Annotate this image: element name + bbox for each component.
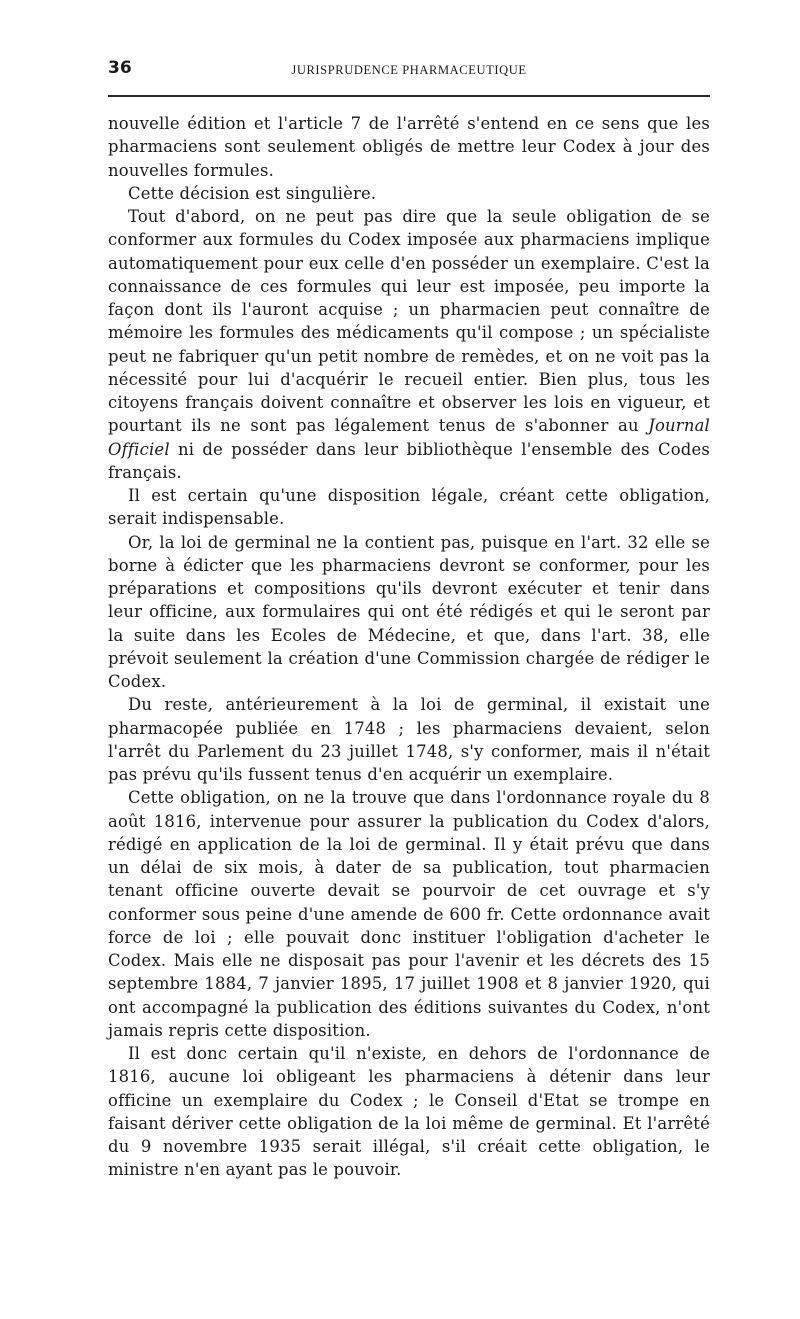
paragraph-loi-germinal: Or, la loi de germinal ne la contient pas, puisque en l'art. 32 elle se borne à édicter que les pharmaciens devront se conformer, pour les préparations et compositions qu'ils devront exécuter et tenir dans leur officine, aux formulaires qui ont été rédigés et qui le seront par la suite dans les Ecoles de Médecine, et que, dans l'art. 38, elle prévoit seulement la création d'une Commission chargée de rédiger le Codex. [108,532,710,691]
running-head: JURISPRUDENCE PHARMACEUTIQUE [291,63,527,77]
paragraph-continuation: nouvelle édition et l'article 7 de l'arrêté s'entend en ce sens que les pharmaciens sont seulement obligés de mettre leur Codex à jour des nouvelles formules. [108,114,710,180]
header-rule [108,95,710,97]
journal-officiel-italic: Journal Officiel [108,416,710,459]
paragraph-first-argument-end: ni de posséder dans leur bibliothèque l'ensemble des Codes français. [108,439,710,482]
page-number: 36 [108,58,132,78]
text-body [108,112,710,1182]
paragraph-first-argument [108,205,710,484]
page-header [108,58,710,86]
paragraph-legal-provision: Il est certain qu'une disposition légale, créant cette obligation, serait indispensable. [108,486,710,529]
paragraph-first-argument-text: Tout d'abord, on ne peut pas dire que la seule obligation de se conformer aux formules du Codex imposée aux pharmaciens implique automatiquement pour eux celle d'en posséder un exemplaire. C'est la connaissance de ces formules qui leur est imposée, peu importe la façon dont ils l'auront acquise ; un pharmacien peut connaître de mémoire les formules des médicaments qu'il compose ; un spécialiste peut ne fabriquer qu'un petit nombre de remèdes, et on ne voit pas la nécessité pour lui d'acquérir le recueil entier. Bien plus, tous les citoyens français doivent connaître et observer les lois en vigueur, et pourtant ils ne sont pas légalement tenus de s'abonner au [108,207,710,436]
paragraph-conclusion: Il est donc certain qu'il n'existe, en dehors de l'ordonnance de 1816, aucune loi obligeant les pharmaciens à détenir dans leur officine un exemplaire du Codex ; le Conseil d'Etat se trompe en faisant dériver cette obligation de la loi même de germinal. Et l'arrêté du 9 novembre 1935 serait illégal, s'il créait cette obligation, le ministre n'en ayant pas le pouvoir. [108,1044,710,1180]
paragraph-pharmacopee-1748: Du reste, antérieurement à la loi de germinal, il existait une pharmacopée publiée en 1748 ; les pharmaciens devaient, selon l'arrêt du Parlement du 23 juillet 1748, s'y conformer, mais il n'était pas prévu qu'ils fussent tenus d'en acquérir un exemplaire. [108,695,710,784]
paragraph-ordonnance-1816: Cette obligation, on ne la trouve que dans l'ordonnance royale du 8 août 1816, intervenue pour assurer la publication du Codex d'alors, rédigé en application de la loi de germinal. Il y était prévu que dans un délai de six mois, à dater de sa publication, tout pharmacien tenant officine ouverte devait se pourvoir de cet ouvrage et s'y conformer sous peine d'une amende de 600 fr. Cette ordonnance avait force de loi ; elle pouvait donc instituer l'obligation d'acheter le Codex. Mais elle ne disposait pas pour l'avenir et les décrets des 15 septembre 1884, 7 janvier 1895, 17 juillet 1908 et 8 janvier 1920, qui ont accompagné la publication des éditions suivantes du Codex, n'ont jamais repris cette disposition. [108,788,710,1040]
paragraph-decision: Cette décision est singulière. [128,183,377,203]
